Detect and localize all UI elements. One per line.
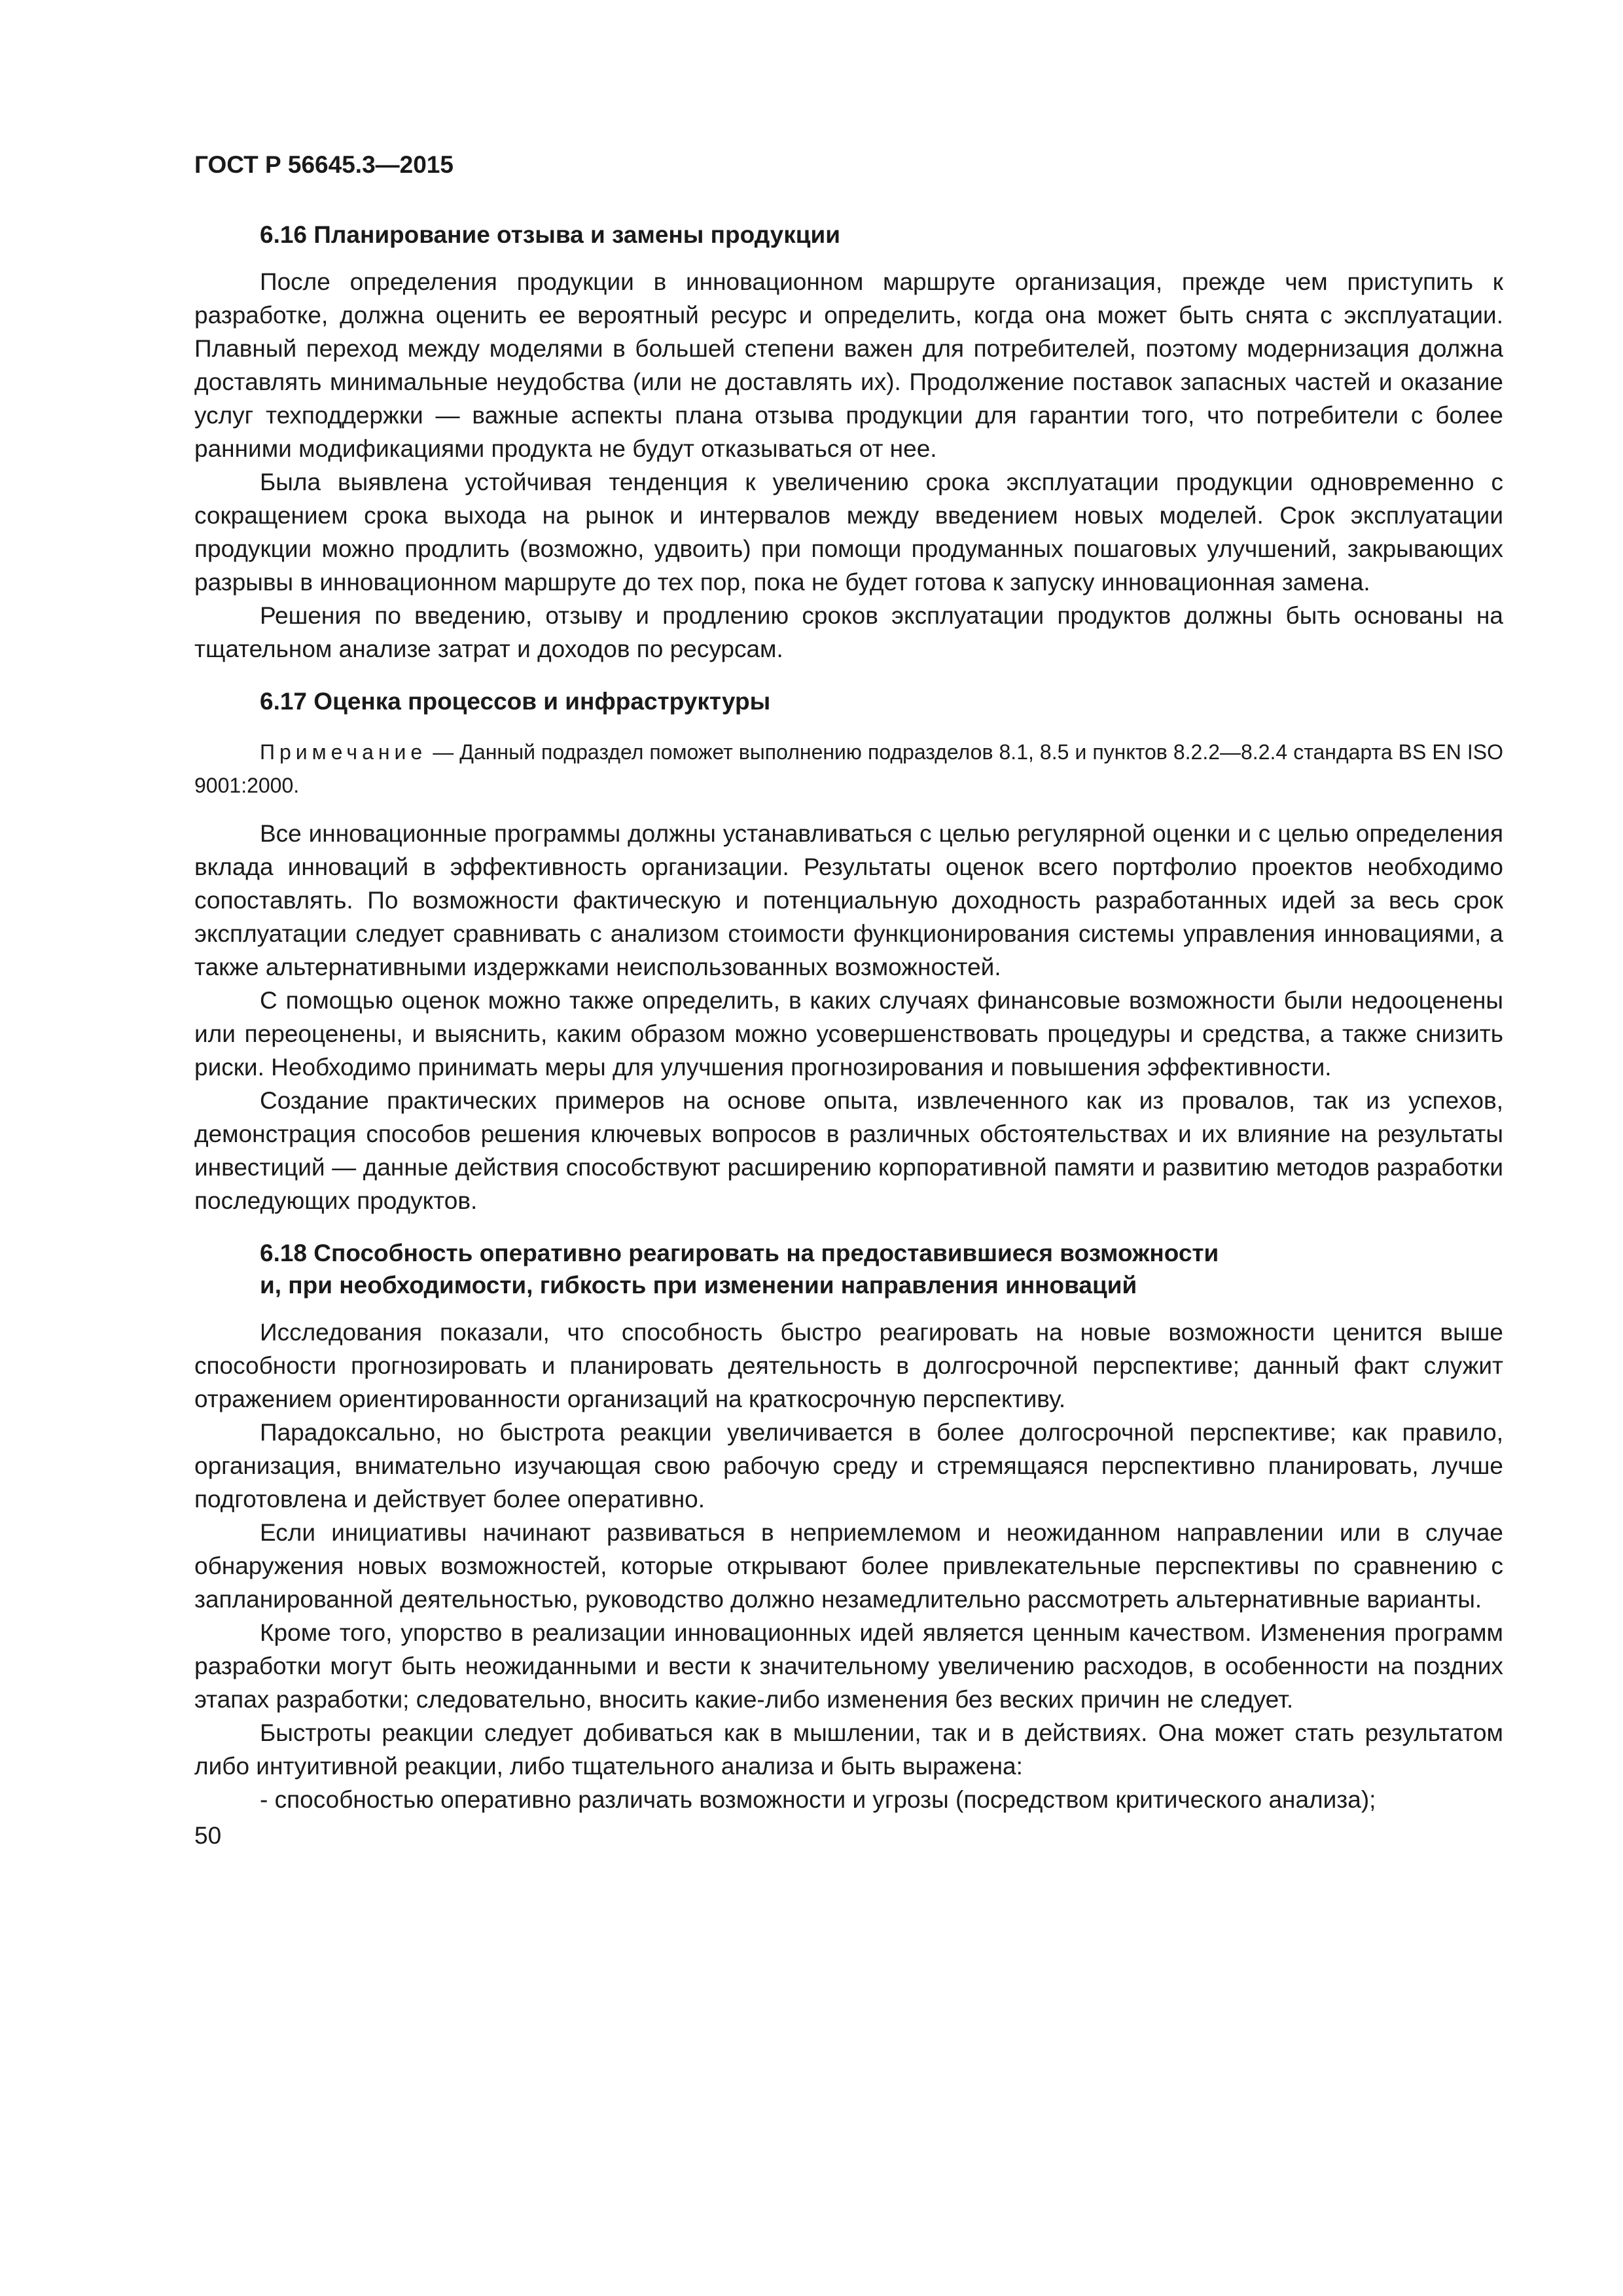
paragraph: Если инициативы начинают развиваться в неприемлемом и неожиданном направлении или в случае обнаружения новых возможностей, которые открывают более привлекательные перспективы по сравнению с запланированной деятельностью, руководство должно незамедлительно рассмотреть альтернативные варианты.	[194, 1519, 1503, 1613]
paragraph: Исследования показали, что способность быстро реагировать на новые возможности ценится выше способности прогнозировать и планировать деятельность в долгосрочной перспективе; данный факт служит отражением ориентированности организаций на краткосрочную перспективу.	[194, 1319, 1503, 1412]
document-page	[194, 149, 1503, 1852]
paragraph: Решения по введению, отзыву и продлению сроков эксплуатации продуктов должны быть основаны на тщательном анализе затрат и доходов по ресурсам.	[194, 602, 1503, 662]
note-text: — Данный подраздел поможет выполнению подразделов 8.1, 8.5 и пунктов 8.2.2—8.2.4 стандарта BS EN ISO 9001:2000.	[194, 740, 1503, 797]
paragraph: Была выявлена устойчивая тенденция к увеличению срока эксплуатации продукции одновременно с сокращением срока выхода на рынок и интервалов между введением новых моделей. Срок эксплуатации продукции можно продлить (возможно, удвоить) при помощи продуманных пошаговых улучшений, закрывающих разрывы в инновационном маршруте до тех пор, пока не будет готова к запуску инновационная замена.	[194, 469, 1503, 596]
paragraph: Все инновационные программы должны устанавливаться с целью регулярной оценки и с целью определения вклада инноваций в эффективность организации. Результаты оценок всего портфолио проектов необходимо сопоставлять. По возможности фактическую и потенциальную доходность разработанных идей за весь срок эксплуатации следует сравнивать с анализом стоимости функционирования системы управления инновациями, а также альтернативными издержками неиспользованных возможностей.	[194, 820, 1503, 980]
paragraph: Кроме того, упорство в реализации инновационных идей является ценным качеством. Изменения программ разработки могут быть неожиданными и вести к значительному увеличению расходов, в особенности на поздних этапах разработки; следовательно, вносить какие-либо изменения без веских причин не следует.	[194, 1619, 1503, 1713]
paragraph: Создание практических примеров на основе опыта, извлеченного как из провалов, так из успехов, демонстрация способов решения ключевых вопросов в различных обстоятельствах и их влияние на результаты инвестиций — данные действия способствуют расширению корпоративной памяти и развитию методов разработки последующих продуктов.	[194, 1087, 1503, 1214]
section-heading-6-16: 6.16 Планирование отзыва и замены продукции	[260, 221, 840, 248]
section-heading-6-18-line1: 6.18 Способность оперативно реагировать на предоставившиеся возможности	[260, 1240, 1219, 1266]
document-id: ГОСТ Р 56645.3—2015	[194, 151, 454, 178]
section-heading-6-17: 6.17 Оценка процессов и инфраструктуры	[260, 688, 771, 715]
note	[194, 736, 1503, 802]
page-number: 50	[194, 1822, 222, 1849]
note-label: Примечание	[260, 740, 427, 764]
paragraph: После определения продукции в инновационном маршруте организация, прежде чем приступить к разработке, должна оценить ее вероятный ресурс и определить, когда она может быть снята с эксплуатации. Плавный переход между моделями в большей степени важен для потребителей, поэтому модернизация должна доставлять минимальные неудобства (или не доставлять их). Продолжение поставок запасных частей и оказание услуг техподдержки — важные аспекты плана отзыва продукции для гарантии того, что потребители с более ранними модификациями продукта не будут отказываться от нее.	[194, 268, 1503, 462]
paragraph: Парадоксально, но быстрота реакции увеличивается в более долгосрочной перспективе; как правило, организация, внимательно изучающая свою рабочую среду и стремящаяся перспективно планировать, лучше подготовлена и действует более оперативно.	[194, 1419, 1503, 1513]
section-heading-6-18-line2: и, при необходимости, гибкость при изменении направления инноваций	[260, 1272, 1137, 1299]
section-heading-6-18	[194, 1237, 1503, 1301]
list-item: - способностью оперативно различать возможности и угрозы (посредством критического анализа);	[260, 1786, 1376, 1813]
paragraph: Быстроты реакции следует добиваться как в мышлении, так и в действиях. Она может стать результатом либо интуитивной реакции, либо тщательного анализа и быть выражена:	[194, 1719, 1503, 1780]
paragraph: С помощью оценок можно также определить, в каких случаях финансовые возможности были недооценены или переоценены, и выяснить, каким образом можно усовершенствовать процедуры и средства, а также снизить риски. Необходимо принимать меры для улучшения прогнозирования и повышения эффективности.	[194, 987, 1503, 1081]
